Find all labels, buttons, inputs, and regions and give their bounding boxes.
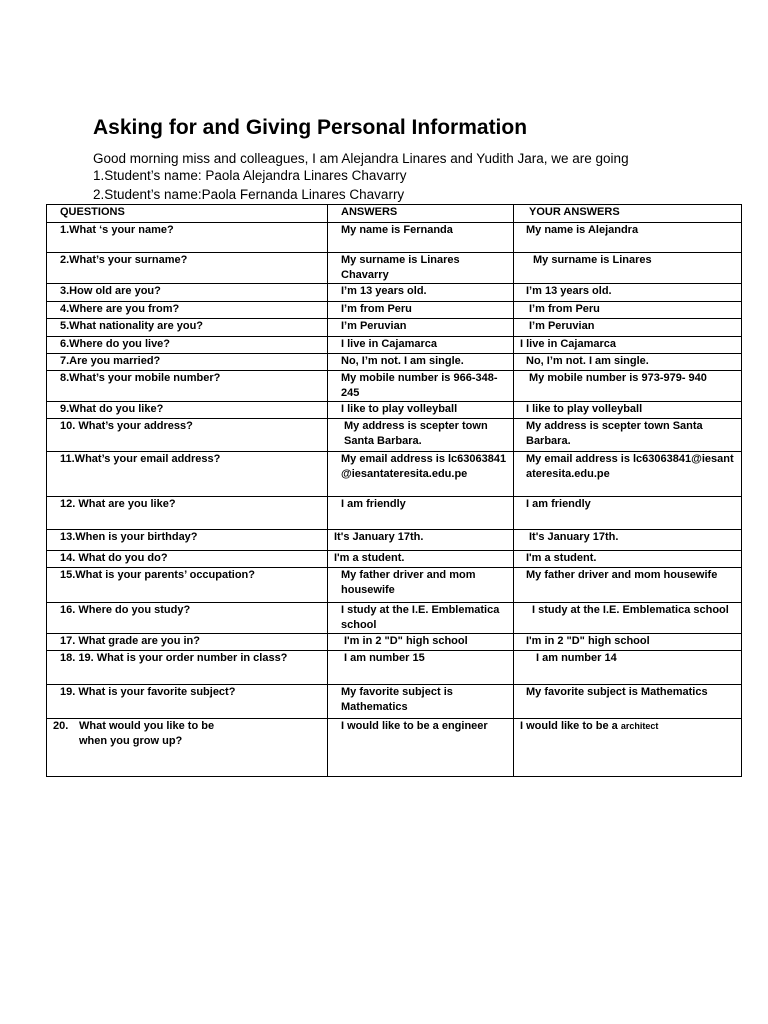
your-answer-cell: I like to play volleyball <box>514 402 742 419</box>
questions-table <box>46 204 742 777</box>
intro-line-1: Good morning miss and colleagues, I am Alejandra Linares and Yudith Jara, we are going <box>93 151 629 166</box>
question-cell: 19. What is your favorite subject? <box>47 685 328 719</box>
answer-cell: I’m Peruvian <box>328 319 514 337</box>
your-answer-cell: I am number 14 <box>514 651 742 685</box>
page-title: Asking for and Giving Personal Information <box>93 116 528 139</box>
answer-cell: I’m 13 years old. <box>328 284 514 302</box>
question-cell: 17. What grade are you in? <box>47 634 328 651</box>
answer-cell: My name is Fernanda <box>328 223 514 253</box>
question-text: What would you like to be when you grow up? <box>79 720 215 747</box>
your-answer-cell: My father driver and mom housewife <box>514 568 742 603</box>
table-row <box>47 402 742 419</box>
answer-cell: My father driver and mom housewife <box>328 568 514 603</box>
table-row <box>47 719 742 777</box>
question-cell: 13.When is your birthday? <box>47 530 328 551</box>
question-cell: 2.What’s your surname? <box>47 253 328 284</box>
answer-cell: I live in Cajamarca <box>328 337 514 354</box>
your-answer-cell: I’m from Peru <box>514 302 742 319</box>
header-questions: QUESTIONS <box>47 205 328 223</box>
table-row <box>47 319 742 337</box>
answer-cell: My favorite subject is Mathematics <box>328 685 514 719</box>
your-answer-cell: No, I’m not. I am single. <box>514 354 742 371</box>
answer-cell: I'm a student. <box>328 551 514 568</box>
question-cell: 15.What is your parents’ occupation? <box>47 568 328 603</box>
your-answer-cell: I am friendly <box>514 497 742 530</box>
your-answer-cell <box>514 719 742 777</box>
your-answer-cell: My address is scepter town Santa Barbara. <box>514 419 742 452</box>
your-answer-cell: I'm in 2 "D" high school <box>514 634 742 651</box>
answer-cell: I am number 15 <box>328 651 514 685</box>
table-row <box>47 302 742 319</box>
intro-line-3: 2.Student’s name:Paola Fernanda Linares Chavarry <box>93 187 405 202</box>
table-row <box>47 530 742 551</box>
question-cell: 14. What do you do? <box>47 551 328 568</box>
answer-cell: My mobile number is 966-348-245 <box>328 371 514 402</box>
table-row <box>47 452 742 497</box>
answer-cell: No, I’m not. I am single. <box>328 354 514 371</box>
question-cell: 7.Are you married? <box>47 354 328 371</box>
table-row <box>47 284 742 302</box>
your-answer-text: I would like to be a <box>520 720 618 732</box>
question-cell: 10. What’s your address? <box>47 419 328 452</box>
table-row <box>47 253 742 284</box>
answer-cell: It's January 17th. <box>328 530 514 551</box>
answer-cell: My email address is lc63063841@iesantateresita.edu.pe <box>328 452 514 497</box>
table-row <box>47 337 742 354</box>
table-row <box>47 551 742 568</box>
your-answer-cell: My email address is lc63063841@iesantateresita.edu.pe <box>514 452 742 497</box>
your-answer-cell: I’m 13 years old. <box>514 284 742 302</box>
table-row <box>47 371 742 402</box>
question-cell: 9.What do you like? <box>47 402 328 419</box>
your-answer-cell: My favorite subject is Mathematics <box>514 685 742 719</box>
table-row <box>47 497 742 530</box>
question-cell: 1.What ‘s your name? <box>47 223 328 253</box>
table-row <box>47 354 742 371</box>
table-row <box>47 568 742 603</box>
answer-cell: I like to play volleyball <box>328 402 514 419</box>
your-answer-cell: My mobile number is 973-979- 940 <box>514 371 742 402</box>
answer-cell: I would like to be a engineer <box>328 719 514 777</box>
intro-line-2: 1.Student’s name: Paola Alejandra Linares Chavarry <box>93 168 407 183</box>
your-answer-cell: My surname is Linares <box>514 253 742 284</box>
your-answer-cell: I study at the I.E. Emblematica school <box>514 603 742 634</box>
table-row <box>47 685 742 719</box>
answer-cell: I study at the I.E. Emblematica school <box>328 603 514 634</box>
your-answer-small-text: architect <box>620 721 659 731</box>
question-cell: 16. Where do you study? <box>47 603 328 634</box>
header-answers: ANSWERS <box>328 205 514 223</box>
answer-cell: My address is scepter town Santa Barbara. <box>328 419 514 452</box>
question-cell: 8.What’s your mobile number? <box>47 371 328 402</box>
question-cell: 18. 19. What is your order number in class? <box>47 651 328 685</box>
your-answer-cell: I live in Cajamarca <box>514 337 742 354</box>
table-row <box>47 634 742 651</box>
your-answer-cell: I'm a student. <box>514 551 742 568</box>
answer-cell: My surname is Linares Chavarry <box>328 253 514 284</box>
your-answer-cell: It's January 17th. <box>514 530 742 551</box>
table-row <box>47 419 742 452</box>
table-row <box>47 651 742 685</box>
question-number: 20. <box>53 720 69 732</box>
question-cell: 6.Where do you live? <box>47 337 328 354</box>
your-answer-cell: My name is Alejandra <box>514 223 742 253</box>
answer-cell: I am friendly <box>328 497 514 530</box>
question-cell: 5.What nationality are you? <box>47 319 328 337</box>
table-header-row <box>47 205 742 223</box>
header-your-answers: YOUR ANSWERS <box>514 205 742 223</box>
table-row <box>47 223 742 253</box>
question-cell: 3.How old are you? <box>47 284 328 302</box>
answer-cell: I’m from Peru <box>328 302 514 319</box>
question-cell: 12. What are you like? <box>47 497 328 530</box>
question-cell <box>47 719 328 777</box>
question-cell: 4.Where are you from? <box>47 302 328 319</box>
table-row <box>47 603 742 634</box>
answer-cell: I'm in 2 "D" high school <box>328 634 514 651</box>
your-answer-cell: I’m Peruvian <box>514 319 742 337</box>
question-cell: 11.What’s your email address? <box>47 452 328 497</box>
